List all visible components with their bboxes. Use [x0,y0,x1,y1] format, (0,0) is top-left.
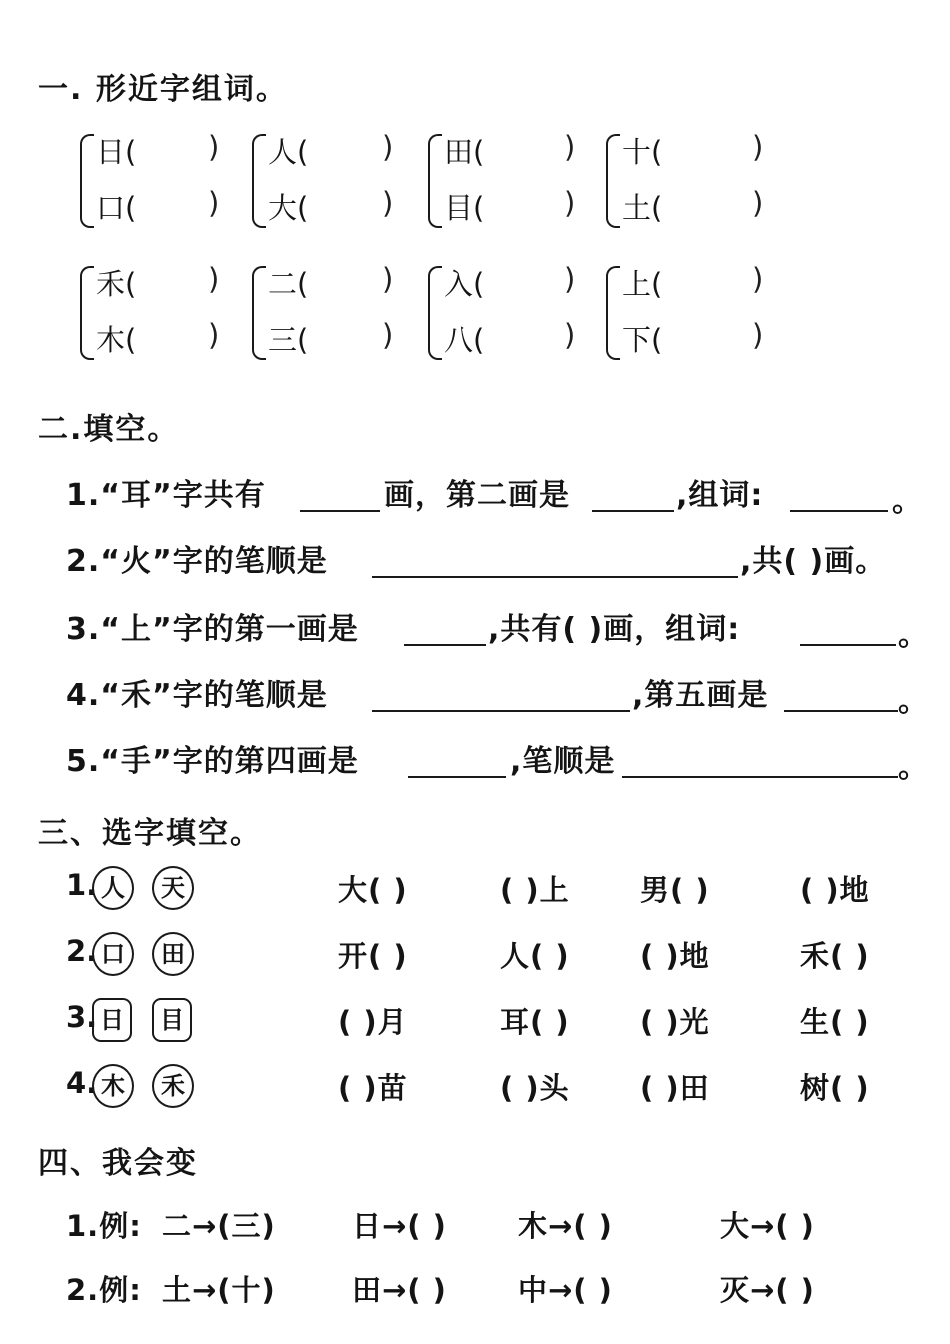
choice-char-1[interactable]: 口 [92,932,134,976]
q1-blank-strokes[interactable] [300,510,380,512]
q3-end: 。 [898,618,928,653]
q1-blank-word[interactable] [790,510,888,512]
pair-top-close: ) [208,262,220,296]
section2-title: 二.填空。 [38,412,180,447]
section4-title: 四、我会变 [38,1146,198,1181]
q3-part-a: 3.“上”字的第一画是 [66,612,359,647]
fill-item[interactable]: ( )头 [500,1071,570,1105]
pair-bottom-close: ) [752,318,764,352]
q1-blank-second-stroke[interactable] [592,510,674,512]
choice-char-2[interactable]: 田 [152,932,194,976]
fill-item[interactable]: ( )地 [640,939,710,973]
q3-part-b: ,共有( )画，组词: [488,612,741,647]
pair-brace [252,134,266,228]
fill-item[interactable]: 树( ) [800,1071,870,1105]
pair-bottom-close: ) [208,318,220,352]
fill-item[interactable]: 耳( ) [500,1005,570,1039]
transform-item[interactable]: 大→( ) [720,1209,815,1243]
fill-item[interactable]: ( )苗 [338,1071,408,1105]
pair-bottom-char: 大( [268,191,309,225]
choice-char-2[interactable]: 目 [152,998,192,1042]
choice-char-2[interactable]: 禾 [152,1064,194,1108]
choice-number: 4. [66,1066,98,1100]
q4-blank-order[interactable] [372,710,630,712]
pair-top-char: 人( [268,135,309,169]
pair-top-char: 十( [622,135,663,169]
fill-item[interactable]: ( )上 [500,873,570,907]
choice-char-2[interactable]: 天 [152,866,194,910]
example-label: 2.例: [66,1273,142,1307]
pair-top-char: 上( [622,267,663,301]
q2-blank-order[interactable] [372,576,738,578]
q5-part-b: ,笔顺是 [510,744,616,779]
pair-top-char: 二( [268,267,309,301]
fill-item[interactable]: 生( ) [800,1005,870,1039]
q5-end: 。 [898,750,928,785]
pair-brace [80,266,94,360]
pair-top-close: ) [564,262,576,296]
pair-brace [606,134,620,228]
section3-title: 三、选字填空。 [38,816,262,851]
pair-bottom-close: ) [382,186,394,220]
pair-bottom-char: 土( [622,191,663,225]
choice-number: 3. [66,1000,98,1034]
fill-item[interactable]: ( )月 [338,1005,408,1039]
pair-top-char: 禾( [96,267,137,301]
pair-bottom-char: 八( [444,323,485,357]
pair-top-close: ) [382,262,394,296]
fill-item[interactable]: ( )光 [640,1005,710,1039]
choice-char-1[interactable]: 日 [92,998,132,1042]
fill-item[interactable]: 开( ) [338,939,408,973]
transform-item[interactable]: 二→(三) [162,1209,276,1243]
choice-char-1[interactable]: 木 [92,1064,134,1108]
pair-top-close: ) [752,130,764,164]
q2-part-b: ,共( )画。 [740,544,887,579]
pair-top-close: ) [208,130,220,164]
transform-item[interactable]: 土→(十) [162,1273,276,1307]
q4-part-a: 4.“禾”字的笔顺是 [66,678,328,713]
pair-brace [606,266,620,360]
pair-top-char: 入( [444,267,485,301]
pair-bottom-close: ) [382,318,394,352]
pair-top-close: ) [564,130,576,164]
choice-char-1[interactable]: 人 [92,866,134,910]
q5-blank-order[interactable] [622,776,898,778]
pair-bottom-char: 三( [268,323,309,357]
pair-bottom-char: 目( [444,191,485,225]
pair-bottom-char: 口( [96,191,137,225]
q3-blank-word[interactable] [800,644,896,646]
q5-part-a: 5.“手”字的第四画是 [66,744,359,779]
pair-bottom-char: 下( [622,323,663,357]
q1-part-a: 1.“耳”字共有 [66,478,266,513]
pair-top-close: ) [382,130,394,164]
q1-part-b: 画，第二画是 [384,478,570,513]
q1-part-c: ,组词: [676,478,764,513]
transform-item[interactable]: 木→( ) [518,1209,613,1243]
pair-top-char: 田( [444,135,485,169]
example-label: 1.例: [66,1209,142,1243]
q4-end: 。 [898,684,928,719]
fill-item[interactable]: ( )地 [800,873,870,907]
pair-bottom-close: ) [752,186,764,220]
transform-item[interactable]: 日→( ) [352,1209,447,1243]
q3-blank-first-stroke[interactable] [404,644,486,646]
fill-item[interactable]: 禾( ) [800,939,870,973]
pair-bottom-close: ) [564,318,576,352]
transform-item[interactable]: 中→( ) [518,1273,613,1307]
pair-brace [80,134,94,228]
section1-title: 一. 形近字组词。 [38,72,288,107]
fill-item[interactable]: 人( ) [500,939,570,973]
choice-number: 2. [66,934,98,968]
q2-part-a: 2.“火”字的笔顺是 [66,544,328,579]
choice-number: 1. [66,868,98,902]
q4-part-b: ,第五画是 [632,678,769,713]
pair-bottom-close: ) [208,186,220,220]
transform-item[interactable]: 灭→( ) [720,1273,815,1307]
q5-blank-fourth-stroke[interactable] [408,776,506,778]
pair-brace [428,266,442,360]
transform-item[interactable]: 田→( ) [352,1273,447,1307]
pair-brace [428,134,442,228]
fill-item[interactable]: 男( ) [640,873,710,907]
q1-end: 。 [892,484,922,519]
pair-brace [252,266,266,360]
pair-top-char: 日( [96,135,137,169]
fill-item[interactable]: 大( ) [338,873,408,907]
pair-bottom-close: ) [564,186,576,220]
pair-top-close: ) [752,262,764,296]
pair-bottom-char: 木( [96,323,137,357]
q4-blank-fifth-stroke[interactable] [784,710,898,712]
fill-item[interactable]: ( )田 [640,1071,710,1105]
